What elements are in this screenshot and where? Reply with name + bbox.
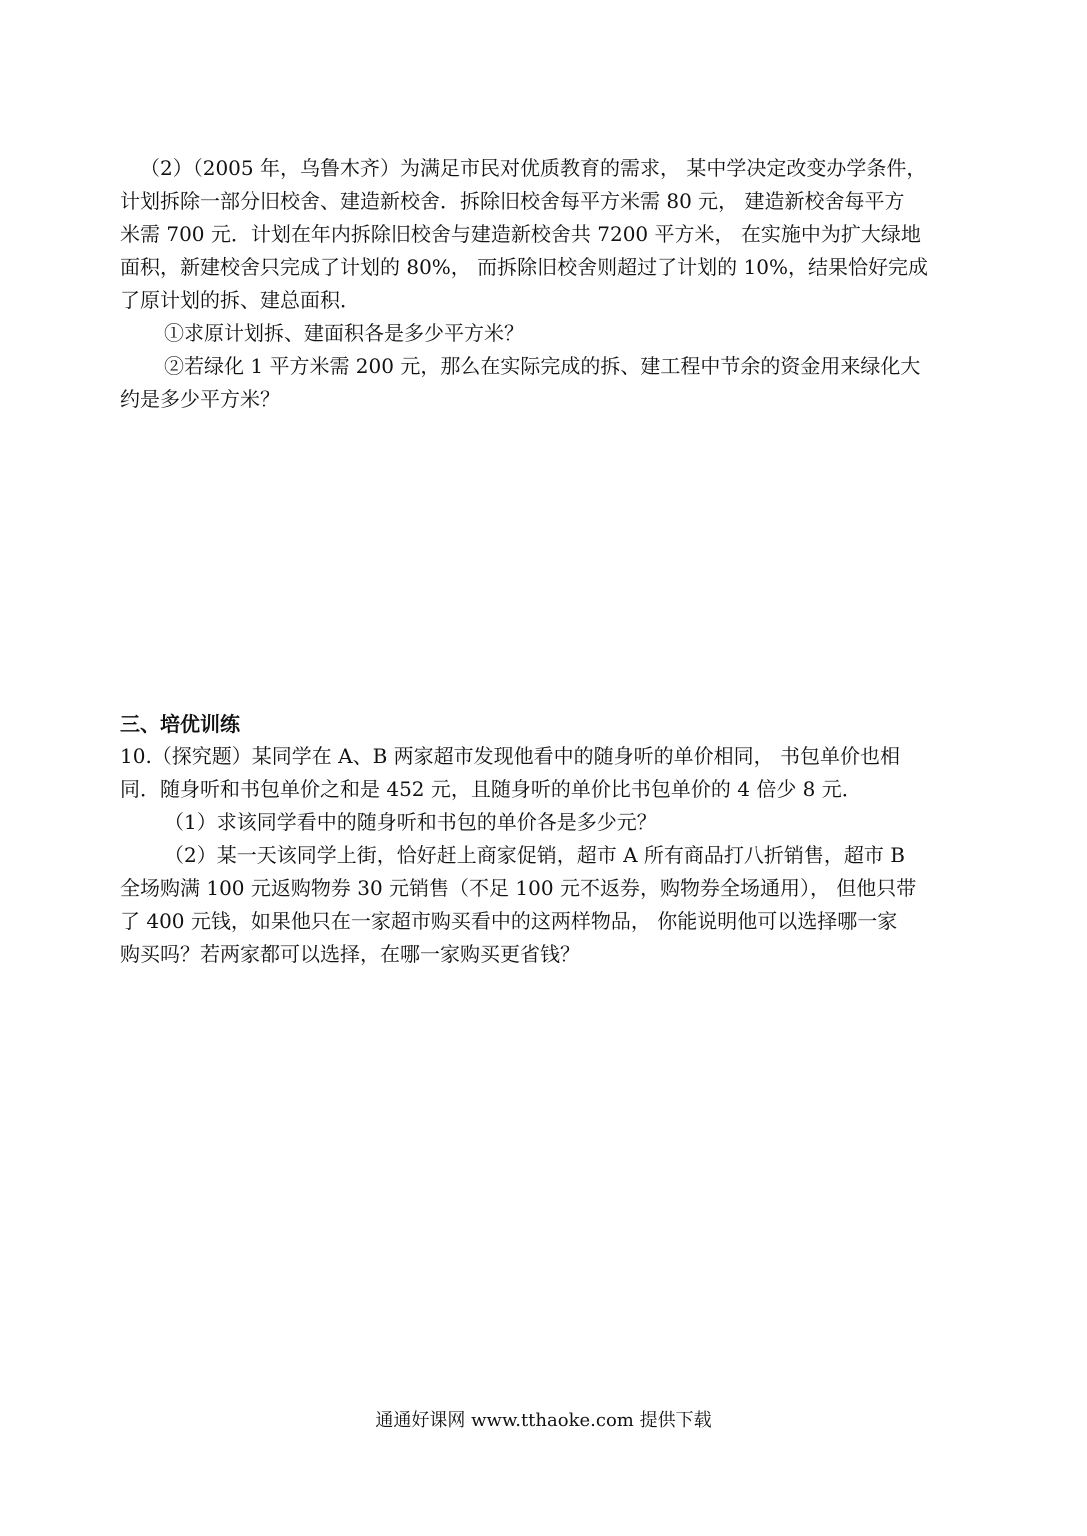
problem-2-line-1: （2）（2005 年，乌鲁木齐）为满足市民对优质教育的需求， 某中学决定改变办学条件，	[140, 156, 927, 180]
problem-2-question-2-line-2: 约是多少平方米？	[120, 387, 280, 411]
problem-2-question-1: ①求原计划拆、建面积各是多少平方米？	[164, 321, 524, 345]
problem-2-line-2: 计划拆除一部分旧校舍、建造新校舍．拆除旧校舍每平方米需 80 元， 建造新校舍每平方	[120, 189, 905, 213]
section-heading: 三、培优训练	[120, 712, 240, 736]
problem-10-sub-2-line-2: 全场购满 100 元返购物券 30 元销售（不足 100 元不返券，购物券全场通用）， 但他只带	[120, 876, 917, 900]
problem-2-line-4: 面积，新建校舍只完成了计划的 80%， 而拆除旧校舍则超过了计划的 10%，结果恰好完成	[120, 255, 928, 279]
problem-2-line-5: 了原计划的拆、建总面积．	[120, 288, 360, 312]
page-footer: 通通好课网 www.tthaoke.com 提供下载	[375, 1410, 712, 1431]
problem-2-question-2-line-1: ②若绿化 1 平方米需 200 元，那么在实际完成的拆、建工程中节余的资金用来绿化大	[164, 354, 921, 378]
problem-10-sub-2-line-4: 购买吗？若两家都可以选择，在哪一家购买更省钱？	[120, 942, 580, 966]
problem-10-line-2: 同．随身听和书包单价之和是 452 元，且随身听的单价比书包单价的 4 倍少 8 元．	[120, 777, 862, 801]
problem-2-line-3: 米需 700 元．计划在年内拆除旧校舍与建造新校舍共 7200 平方米， 在实施中为扩大绿地	[120, 222, 921, 246]
problem-10-sub-2-line-1: （2）某一天该同学上街，恰好赶上商家促销，超市 A 所有商品打八折销售，超市 B	[164, 843, 905, 867]
problem-10-sub-2-line-3: 了 400 元钱，如果他只在一家超市购买看中的这两样物品， 你能说明他可以选择哪一家	[120, 909, 898, 933]
problem-10-sub-1: （1）求该同学看中的随身听和书包的单价各是多少元？	[164, 810, 657, 834]
problem-10-line-1: 10.（探究题）某同学在 A、B 两家超市发现他看中的随身听的单价相同， 书包单价也相	[120, 744, 901, 768]
